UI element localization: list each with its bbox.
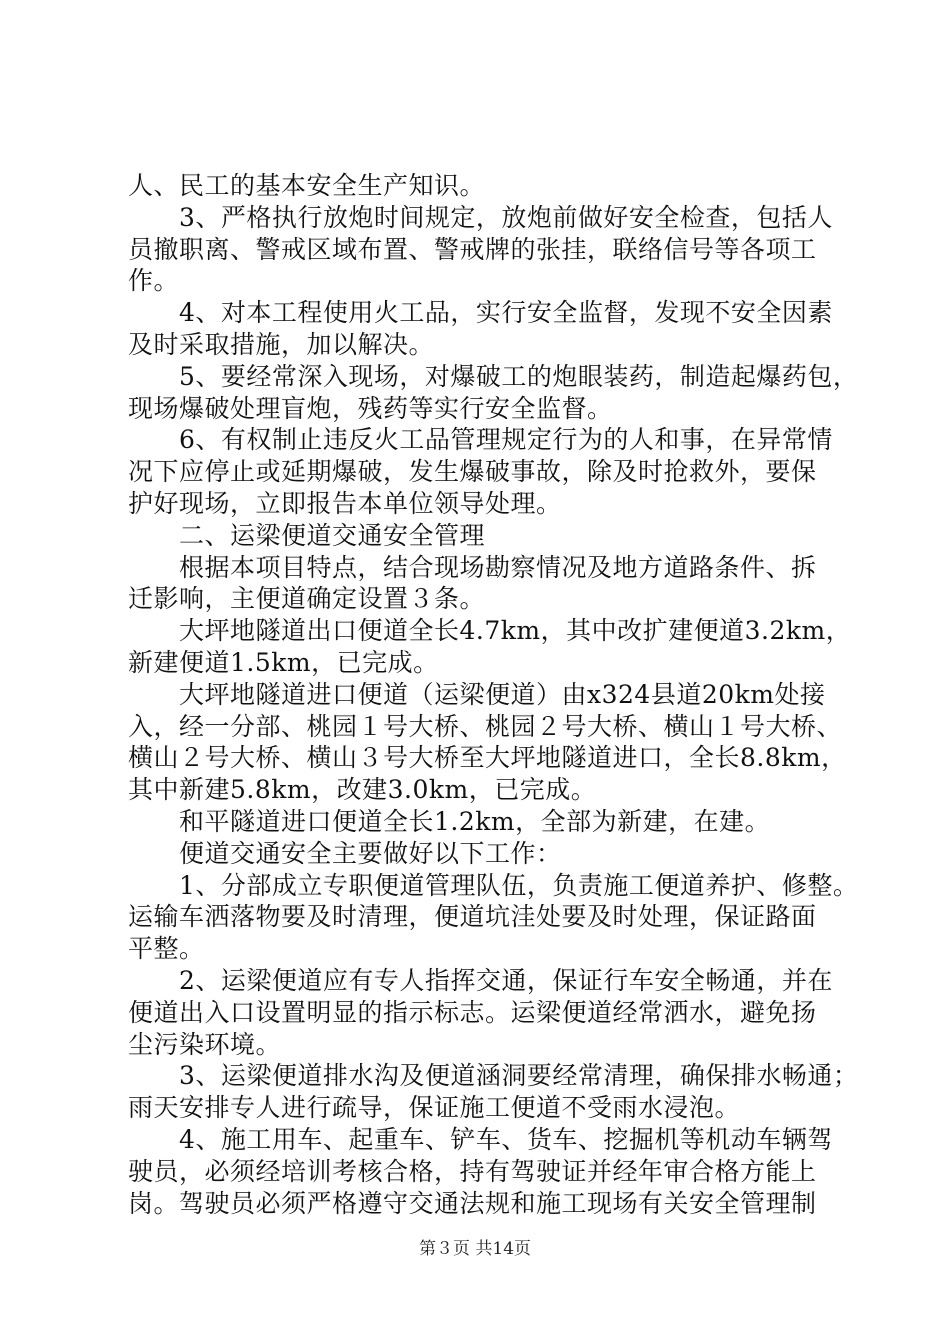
text-line: 4、施工用车、起重车、铲车、货车、挖掘机等机动车辆驾 [128,1124,833,1154]
text-line: 3、严格执行放炮时间规定，放炮前做好安全检查，包括人 [128,202,833,232]
text-line: 3、运梁便道排水沟及便道涵洞要经常清理，确保排水畅通； [128,1061,859,1091]
text-line: 横山２号大桥、横山３号大桥至大坪地隧道进口，全长8.8km， [128,743,847,773]
text-line: 护好现场，立即报告本单位领导处理。 [128,488,562,518]
text-line: 人、民工的基本安全生产知识。 [128,171,486,200]
text-line: 2、运梁便道应有专人指挥交通，保证行车安全畅通，并在 [128,965,833,995]
text-line: 尘污染环境。 [128,1029,282,1059]
text-line: 岗。驾驶员必须严格遵守交通法规和施工现场有关安全管理制 [128,1188,817,1218]
text-line: 入，经一分部、桃园１号大桥、桃园２号大桥、横山１号大桥、 [128,711,843,741]
text-line: 根据本项目特点，结合现场勘察情况及地方道路条件、拆 [128,552,817,582]
text-line: 现场爆破处理盲炮，残药等实行安全监督。 [128,393,613,423]
text-line: 5、要经常深入现场，对爆破工的炮眼装药，制造起爆药包， [128,361,859,391]
text-line: 1、分部成立专职便道管理队伍，负责施工便道养护、修整。 [128,870,859,900]
text-line: 大坪地隧道进口便道（运梁便道）由x324县道20km处接 [128,679,826,709]
page-number-footer: 第３页 共14页 [418,1239,532,1259]
text-line: 雨天安排专人进行疏导，保证施工便道不受雨水浸泡。 [128,1093,741,1123]
text-line: 新建便道1.5km，已完成。 [128,647,439,677]
text-line: 驶员，必须经培训考核合格，持有驾驶证并经年审合格方能上 [128,1156,817,1186]
text-line: 况下应停止或延期爆破，发生爆破事故，除及时抢救外，要保 [128,457,817,487]
text-line: 其中新建5.8km，改建3.0km，已完成。 [128,775,597,805]
section-heading: 二、运梁便道交通安全管理 [128,520,486,550]
text-line: 6、有权制止违反火工品管理规定行为的人和事，在异常情 [128,425,833,455]
text-line: 和平隧道进口便道全长1.2km，全部为新建，在建。 [128,806,771,836]
text-line: 4、对本工程使用火工品，实行安全监督，发现不安全因素 [128,298,833,328]
text-line: 便道交通安全主要做好以下工作： [128,838,562,868]
text-line: 员撤职离、警戒区域布置、警戒牌的张挂，联络信号等各项工 [128,234,817,264]
text-line: 作。 [128,266,180,296]
text-line: 迁影响，主便道确定设置３条。 [128,584,486,614]
text-line: 大坪地隧道出口便道全长4.7km，其中改扩建便道3.2km， [128,616,852,646]
text-line: 运输车洒落物要及时清理，便道坑洼处要及时处理，保证路面 [128,902,817,932]
text-line: 及时采取措施，加以解决。 [128,329,435,359]
document-body [128,170,859,1219]
text-line: 平整。 [128,934,205,964]
text-line: 便道出入口设置明显的指示标志。运梁便道经常洒水，避免扬 [128,997,817,1027]
